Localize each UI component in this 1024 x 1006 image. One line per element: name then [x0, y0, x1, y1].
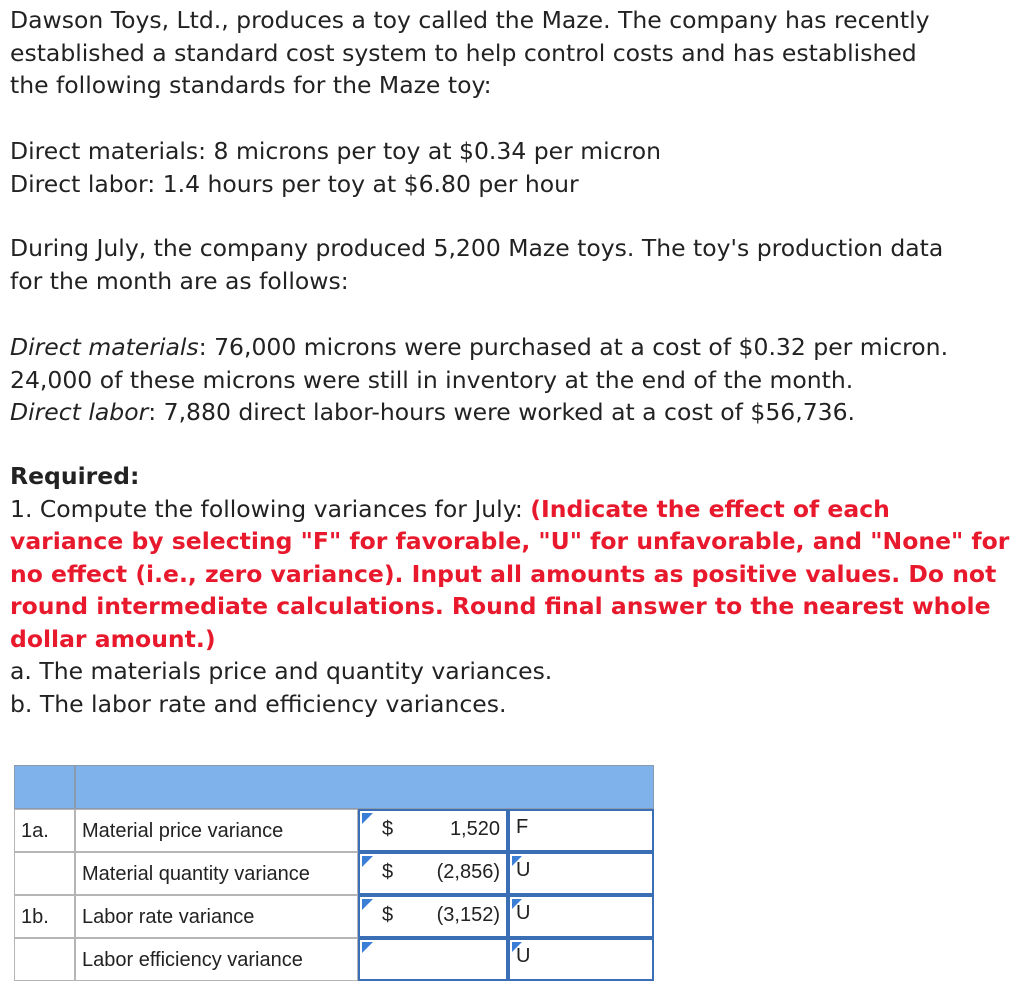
row-number: 1b.: [14, 895, 75, 938]
effect-value: F: [516, 816, 529, 838]
instruction-line: dollar amount.): [10, 624, 216, 653]
amount-value: 1,520: [449, 818, 500, 840]
intro-paragraph: [10, 4, 1015, 102]
row-number: [14, 938, 75, 981]
effect-select[interactable]: [508, 852, 654, 895]
part-b: b. The labor rate and efficiency variances.: [10, 689, 507, 718]
july-line: for the month are as follows:: [10, 266, 349, 295]
intro-line: the following standards for the Maze toy:: [10, 71, 492, 99]
materials-label: Direct materials: [10, 333, 199, 361]
required-heading: Required:: [10, 462, 140, 490]
effect-select[interactable]: [508, 809, 654, 852]
row-number: [14, 852, 75, 895]
effect-value: U: [516, 945, 531, 967]
amount-value: (2,856): [436, 861, 500, 883]
standards-paragraph: [10, 135, 1015, 200]
labor-label: Direct labor: [10, 398, 149, 426]
effect-select[interactable]: [508, 895, 654, 938]
instruction-line: round intermediate calculations. Round final answer to the nearest whole: [10, 592, 991, 620]
input-marker-icon: [362, 813, 373, 824]
intro-line: Dawson Toys, Ltd., produces a toy called the Maze. The company has recently: [10, 6, 930, 34]
amount-input[interactable]: [358, 938, 508, 981]
currency-symbol: $: [382, 904, 394, 926]
standard-materials: Direct materials: 8 microns per toy at $0.34 per micron: [10, 137, 662, 165]
intro-line: established a standard cost system to help control costs and has established: [10, 38, 917, 67]
standard-labor: Direct labor: 1.4 hours per toy at $6.80 per hour: [10, 169, 579, 198]
july-line: During July, the company produced 5,200 Maze toys. The toy's production data: [10, 234, 944, 262]
instruction-line: (Indicate the effect of each: [530, 494, 890, 523]
production-paragraph: [10, 331, 1015, 429]
row-number: 1a.: [14, 809, 75, 852]
effect-select[interactable]: [508, 938, 654, 981]
required-paragraph: [10, 460, 1015, 720]
part-a: a. The materials price and quantity variances.: [10, 657, 553, 685]
materials-text: : 76,000 microns were purchased at a cost of $0.32 per micron.: [198, 333, 949, 361]
currency-symbol: $: [382, 861, 394, 883]
effect-value: U: [516, 902, 531, 924]
row-label: Labor efficiency variance: [75, 938, 358, 981]
input-marker-icon: [362, 899, 373, 910]
amount-value: (3,152): [436, 904, 500, 926]
row-label: Labor rate variance: [75, 895, 358, 938]
header-cell: [14, 765, 75, 809]
input-marker-icon: [362, 942, 373, 953]
row-label: Material quantity variance: [75, 852, 358, 895]
effect-value: U: [516, 859, 531, 881]
input-marker-icon: [362, 856, 373, 867]
header-cell: [75, 765, 654, 809]
currency-symbol: $: [382, 818, 394, 840]
july-paragraph: [10, 232, 1015, 297]
q1-prefix: 1. Compute the following variances for July:: [10, 494, 531, 523]
materials-text-2: 24,000 of these microns were still in inventory at the end of the month.: [10, 365, 854, 394]
instruction-line: variance by selecting "F" for favorable, "U" for unfavorable, and "None" for: [10, 527, 1010, 555]
amount-input[interactable]: [358, 809, 508, 852]
row-label: Material price variance: [75, 809, 358, 852]
instruction-line: no effect (i.e., zero variance). Input all amounts as positive values. Do not: [10, 559, 997, 588]
amount-input[interactable]: [358, 895, 508, 938]
labor-text: : 7,880 direct labor-hours were worked at a cost of $56,736.: [148, 398, 856, 426]
select-marker-icon: [512, 856, 522, 866]
select-marker-icon: [512, 942, 522, 952]
amount-input[interactable]: [358, 852, 508, 895]
select-marker-icon: [512, 899, 522, 909]
answer-table: [14, 765, 654, 981]
